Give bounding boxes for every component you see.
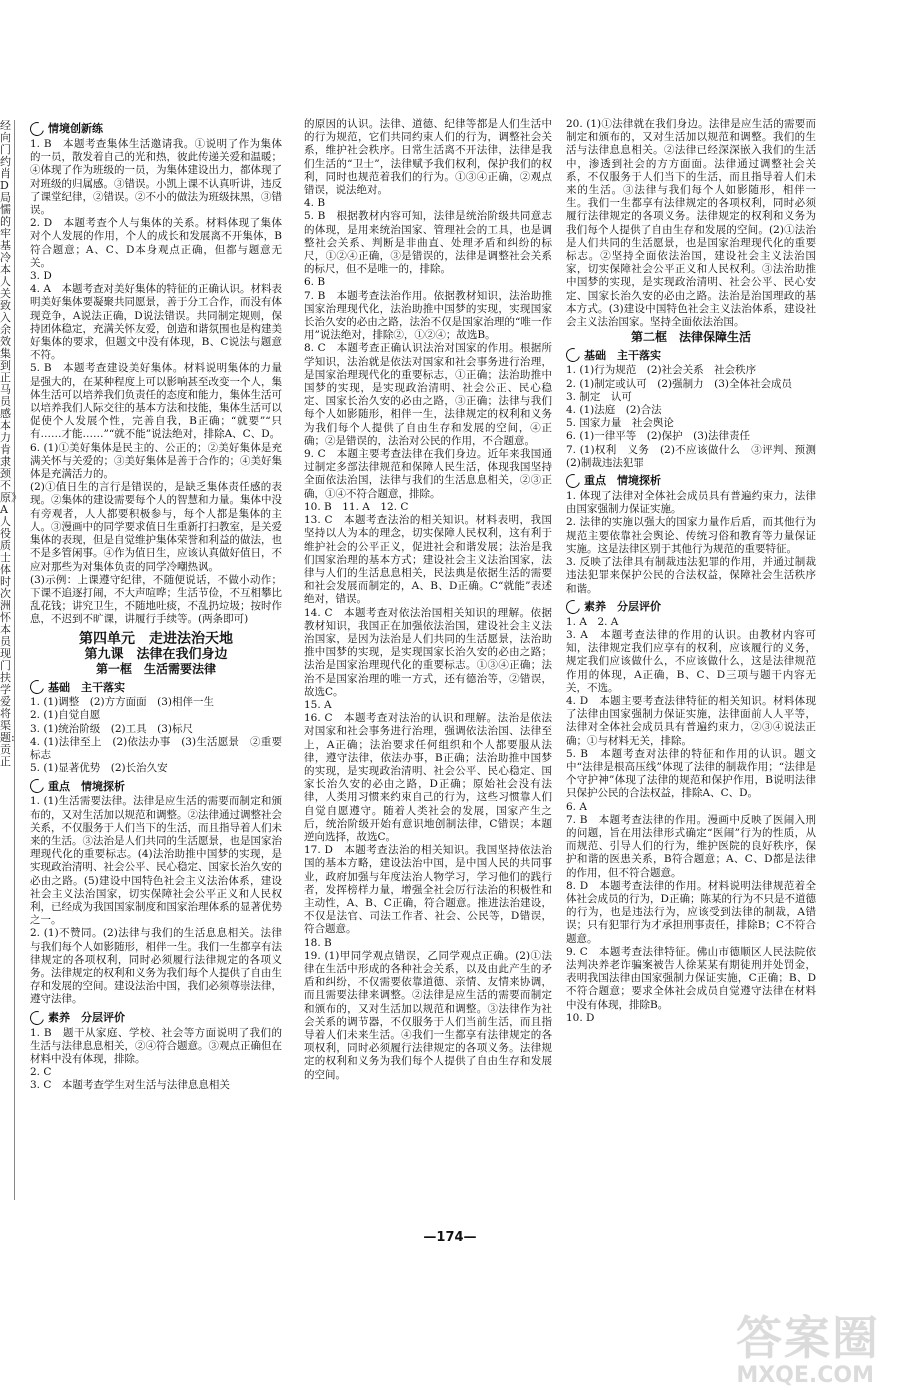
lesson-title: 第九课 法律在我们身边 bbox=[84, 646, 228, 662]
section-heading-icon bbox=[27, 1008, 46, 1027]
section-heading-text: 重点 情境探析 bbox=[584, 474, 661, 488]
section-heading-text: 素养 分层评价 bbox=[584, 600, 661, 614]
answer-paragraph: 16. C 本题考查对法治的认识和理解。法治是依法对国家和社会事务进行治理，强调依法治国、法律至上，A正确；法治要求任何组织和个人都要服从法律，遵守法律，依法办事，B正确；法治助推中国梦的实现，是实现政治清明、社会公平、民心稳定、国家长治久安的必由之路，D正确；原始社会没有法律，人类用习惯来约束自己的行为，这些习惯靠人们自觉自愿遵守。随着人类社会的发展，国家产生之后，统治阶级开始有意识地创制法律，C错误；本题逆向选择，故选C。 bbox=[304, 712, 552, 843]
answer-paragraph: 2. D 本题考查个人与集体的关系。材料体现了集体对个人发展的作用，个人的成长和发展离不开集体，B符合题意；A、C、D本身观点正确，但都与题意无关。 bbox=[30, 217, 282, 269]
answer-paragraph: (3)示例：上课遵守纪律，不随便说话，不做小动作；下课不追逐打闹，不大声喧哗；生活节俭，不互相攀比乱花钱；讲究卫生，不随地吐痰，不乱扔垃圾；按时作息，不迟到不旷课，讲履行手续等。(两条即可) bbox=[30, 573, 282, 626]
answer-paragraph: 5. B 根据教材内容可知，法律是统治阶级共同意志的体现，是用来统治国家、管理社会的工具，也是调整社会关系、判断是非曲直、处理矛盾和纠纷的标尺，①②④正确，③是错误的，法律是调整社会关系的标尺，但不是唯一的，排除。 bbox=[304, 210, 552, 276]
column-right bbox=[566, 118, 827, 1228]
section-heading-icon bbox=[563, 346, 582, 365]
column-left bbox=[30, 118, 282, 1228]
answer-paragraph: 10. D bbox=[566, 1011, 595, 1024]
answer-paragraph: 7. (1)权利 义务 (2)不应该做什么 ③评判、预测 (2)制裁违法犯罪 bbox=[566, 443, 827, 469]
answer-paragraph: 5. (1)显著优势 (2)长治久安 bbox=[30, 762, 168, 775]
section-heading bbox=[30, 1011, 282, 1025]
answer-paragraph: 4. B bbox=[304, 197, 326, 210]
answer-paragraph: 2. 法律的实施以强大的国家力量作后盾，而其他行为规范主要依靠社会舆论、传统习俗和教育等力量保证实施。这是法律区别于其他行为规范的重要特征。 bbox=[566, 516, 816, 555]
answer-paragraph: 2. (1)制定或认可 (2)强制力 (3)全体社会成员 bbox=[566, 377, 792, 390]
section-heading-text: 重点 情境探析 bbox=[48, 779, 125, 793]
section-heading bbox=[30, 680, 282, 694]
answer-paragraph: (2)①值日生的言行是错误的，是缺乏集体责任感的表现。②集体的建设需要每个人的智慧和力量。集体中没有旁观者，人人都要积极参与，每个人都是集体的主人。③漫画中的同学要求值日生重新打扫教室，是关爱集体的表现，但是自觉维护集体荣誉和利益的做法，也不是多管闲事。④作为值日生，应该认真做好值日，不应对那些为对集体负责的同学冷嘲热讽。 bbox=[30, 481, 282, 573]
answer-paragraph: 1. (1)行为规范 (2)社会关系 社会秩序 bbox=[566, 364, 757, 377]
answer-paragraph: 10. B 11. A 12. C bbox=[304, 500, 409, 513]
answer-paragraph: 4. (1)法庭 (2)合法 bbox=[566, 404, 662, 417]
answer-paragraph: 3. C 本题考查学生对生活与法律息息相关 bbox=[30, 1079, 230, 1092]
answer-paragraph: 13. C 本题考查法治的相关知识。材料表明，我国坚持以人为本的理念，切实保障人民权利，这有利于维护社会的公平正义，促进社会和谐发展；法治是我们国家治理的基本方式；建设社会主义法治国家，法律与人们的生活息息相关，民法典是依据生活的需要和社会发展而制定的，A、B、D正确。C“就能”表述绝对，错误。 bbox=[304, 514, 552, 606]
page-number: —174— bbox=[423, 1230, 477, 1245]
answer-paragraph: 6. (1)①美好集体是民主的、公正的；②美好集体是充满关怀与关爱的；③美好集体是善于合作的；④美好集体是充满活力的。 bbox=[30, 441, 282, 481]
answer-paragraph: 5. B 本题考查建设美好集体。材料说明集体的力量是强大的，在某种程度上可以影响甚至改变一个人，集体生活可以培养我们负责任的态度和能力，集体生活可以培养我们人际交往的基本方法和技能，集体生活可以促使个人发展个性，完善自我，B正确；“就要”“只有……才能……”“就不能”说法绝对，排除A、C、D。 bbox=[30, 362, 282, 441]
answer-paragraph: 14. C 本题考查对依法治国相关知识的理解。依据教材知识，我国正在加强依法治国，建设社会主义法治国家，是因为法治是人们共同的生活愿景，法治助推中国梦的实现，是实现国家长治久安的必由之路；法治是国家治理现代化的重要标志。①③④正确；法治不是国家治理的唯一方式，还有德治等，②错误，故选C。 bbox=[304, 606, 552, 698]
answer-paragraph: 17. D 本题考查法治的相关知识。我国坚持依法治国的基本方略，建设法治中国，是中国人民的共同事业，政府加强与年度法治人物学习，学习他们的践行者，发挥榜样力量，增强全社会厉行法治的积极性和主动性，A、B、C正确，符合题意。推进法治建设，不仅是法官、司法工作者、社会、公民等，D错误，符合题意。 bbox=[304, 844, 552, 936]
answer-paragraph: 1. B 题干从家庭、学校、社会等方面说明了我们的生活与法律息息相关，②④符合题意。③观点正确但在材料中没有体现，排除。 bbox=[30, 1026, 282, 1065]
answer-paragraph: 1. (1)生活需要法律。法律是应生活的需要而制定和颁布的，又对生活加以规范和调整。②法律通过调整社会关系，不仅服务于人们当下的生活，而且指导着人们未来的生活。③法治是人们共同的生活愿景，也是国家治理现代化的重要标志。(4)法治助推中国梦的实现，是实现政治清明、社会公平、民心稳定、国家长治久安的必由之路。(5)建设中国特色社会主义法治体系，建设社会主义法治国家，切实保障社会公平正义和人民权利，已经成为我国国家制度和国家治理体系的显著优势之一。 bbox=[30, 795, 282, 927]
answer-paragraph: 6. A bbox=[566, 800, 587, 813]
answer-paragraph: 的原因的认识。法律、道德、纪律等都是人们生活中的行为规范，它们共同约束人们的行为，调整社会关系，维护社会秩序。日常生活离不开法律，法律是我们生活的“卫士”，法律赋予我们权利，保护我们的权利，同时也规范着我们的行为。①③④正确，②观点错误，说法绝对。 bbox=[304, 118, 552, 197]
watermark-url: MXQE.COM bbox=[736, 1363, 874, 1388]
answer-paragraph: 5. B 本题考查对法律的特征和作用的认识。题文中“法律是根高压线”体现了法律的制裁作用；“法律是个守护神”体现了法律的规范和保护作用，B说明法律只保护公民的合法权益，排除A、C、D。 bbox=[566, 747, 816, 800]
answer-paragraph: 1. (1)调整 (2)方方面面 (3)相伴一生 bbox=[30, 696, 214, 709]
answer-paragraph: 4. A 本题考查对美好集体的特征的正确认识。材料表明美好集体要凝聚共同愿景，善于分工合作，而没有体现竞争，A说法正确，D说法错误。共同制定规则，保持团体稳定，充满关怀友爱，创造和谐氛围也是构建美好集体的要求，但题文中没有体现，B、C说法与题意不符。 bbox=[30, 283, 282, 362]
answer-paragraph: 5. 国家力量 社会舆论 bbox=[566, 417, 674, 430]
section-heading bbox=[30, 122, 282, 136]
section-heading-icon bbox=[27, 678, 46, 697]
answer-paragraph: 9. C 本题考查法律特征。佛山市德顺区人民法院依法判决养老诈骗案被告人徐某某有期徒刑并处罚金，表明我国法律由国家强制力保证实施，C正确；B、D不符合题意；要求全体社会成员自觉遵守法律在材料中没有体现，排除B。 bbox=[566, 945, 816, 1011]
watermark bbox=[650, 1258, 880, 1388]
answer-paragraph: 7. B 本题考查法治作用。依据教材知识，法治助推国家治理现代化，法治助推中国梦的实现，实现国家长治久安的必由之路，法治不仅是国家治理的“唯一作用”说法绝对，排除②，①②④；故选B。 bbox=[304, 289, 552, 342]
answer-paragraph: 3. D bbox=[30, 270, 52, 283]
answer-paragraph: 1. 体现了法律对全体社会成员具有普遍约束力，法律由国家强制力保证实施。 bbox=[566, 490, 816, 516]
answer-paragraph: 2. (1)不赞同。(2)法律与我们的生活息息相关。法律与我们每个人如影随形，相伴一生。我们一生都享有法律规定的各项权利，同时必须履行法律规定的各项义务。法律规定的权利和义务为我们每个人提供了自由生存和发展的空间。建设法治中国，我们必须尊崇法律，遵守法律。 bbox=[30, 927, 282, 1006]
section-heading bbox=[30, 779, 282, 793]
answer-paragraph: 19. (1)甲同学观点错误，乙同学观点正确。(2)①法律在生活中形成的各种社会关系，以及由此产生的矛盾和纠纷，不仅需要依靠道德、亲情、友情来协调，而且需要法律来调整。②法律是应生活的需要而制定和颁布的，又对生活加以规范和调整。③法律作为社会关系的调节器，不仅服务于人们当前生活，而且指导着人们未来生活。④我们一生都享有法律规定的各项权利，同时必须履行法律规定的各项义务。法律规定的权利和义务为我们每个人提供了自由生存和发展的空间。 bbox=[304, 949, 552, 1081]
section-heading-icon bbox=[27, 119, 46, 138]
answer-paragraph: 8. C 本题考查正确认识法治对国家的作用。根据所学知识，法治就是依法对国家和社会事务进行治理，是国家治理现代化的重要标志，①正确；法治助推中国梦的实现，是实现政治清明、社会公正、民心稳定、国家长治久安的必由之路，③正确；法律与我们每个人如影随形，相伴一生，法律规定的权利和义务为我们每个人提供了自由生存和发展的空间，④正确；②是错误的，法治对公民的作用，不合题意。 bbox=[304, 342, 552, 447]
answer-paragraph: 6. (1)一律平等 (2)保护 (3)法律责任 bbox=[566, 430, 750, 443]
section-heading-icon bbox=[563, 597, 582, 616]
answer-paragraph: 4. D 本题主要考查法律特征的相关知识。材料体现了法律由国家强制力保证实施，法律面前人人平等，法律对全体社会成员具有普遍约束力，②③④说法正确；①与材料无关，排除。 bbox=[566, 694, 816, 747]
unit-title: 第四单元 走进法治天地 bbox=[79, 630, 233, 647]
answer-paragraph: 20. (1)①法律就在我们身边。法律是应生活的需要而制定和颁布的，又对生活加以规范和调整。我们的生活与法律息息相关。②法律已经深深嵌入我们的生活中，渗透到社会的方方面面。法律通过调整社会关系，不仅服务于人们当下的生活，而且指导着人们未来的生活。③法律与我们每个人如影随形，相伴一生。我们一生都享有法律规定的各项权利，同时必须履行法律规定的各项义务。法律规定的权利和义务为我们每个人提供了自由生存和发展的空间。(2)①法治是人们共同的生活愿景，也是国家治理现代化的重要标志。②坚持全面依法治国，建设社会主义法治国家，切实保障社会公平正义和人民权利。③法治助推中国梦的实现，是实现政治清明、社会公平、民心安定、国家长治久安的必由之路。法治是治国理政的基本方式。(3)建设中国特色社会主义法治体系，建设社会主义法治国家。坚持全面依法治国。 bbox=[566, 118, 816, 329]
section-heading-icon bbox=[563, 472, 582, 491]
answer-paragraph: 3. 制定 认可 bbox=[566, 390, 632, 403]
answer-paragraph: 2. C bbox=[30, 1066, 52, 1079]
left-edge-fragment: 经向门约肖D局懦的牢基冷本人关致入余效集到正马员感本力肯隶颈不原》A人役质士体时次洲怀本员现门扶学爱将渠题:贡正 bbox=[0, 120, 15, 1200]
answer-paragraph: 9. C 本题主要考查法律在我们身边。近年来我国通过制定多部法律规范和保障人民生活，体现我国坚持全面依法治国，法律与我们的生活息息相关，②③正确，①④不符合题意，排除。 bbox=[304, 448, 552, 500]
column-middle bbox=[304, 118, 552, 1228]
section-heading bbox=[566, 348, 816, 362]
section-heading-text: 素养 分层评价 bbox=[48, 1010, 125, 1024]
subsection-title: 第一框 生活需要法律 bbox=[95, 661, 216, 676]
answer-paragraph: 15. A bbox=[304, 698, 332, 711]
answer-paragraph: 2. (1)自觉自愿 bbox=[30, 709, 101, 722]
answer-paragraph: 7. B 本题考查法律的作用。漫画中反映了医闹入刑的问题，旨在用法律形式确定“医闹”行为的性质，从而规范、引导人们的行为，维护医院的良好秩序，保护和谐的医患关系，B符合题意；A、C、D都是法律的作用，但不符合题意。 bbox=[566, 813, 816, 879]
section-heading-text: 情境创新练 bbox=[48, 122, 103, 136]
section-heading bbox=[566, 600, 816, 614]
subsection-title: 第二框 法律保障生活 bbox=[630, 330, 751, 345]
answer-paragraph: 1. A 2. A bbox=[566, 615, 619, 628]
answer-paragraph: 4. (1)法律至上 (2)依法办事 (3)生活愿景 ②重要标志 bbox=[30, 735, 282, 761]
answer-paragraph: 3. (1)统治阶级 (2)工具 (3)标尺 bbox=[30, 722, 193, 735]
answer-paragraph: 3. A 本题考查法律的作用的认识。由教材内容可知，法律规定我们应享有的权利，应该履行的义务，规定我们应该做什么，不应该做什么，这是法律规范作用的体现，A正确，B、C、D三项与题干内容无关，不选。 bbox=[566, 628, 816, 694]
answer-paragraph: 3. 反映了法律具有制裁违法犯罪的作用，并通过制裁违法犯罪来保护公民的合法权益，保障社会生活秩序和谐。 bbox=[566, 556, 816, 595]
answer-paragraph: 8. D 本题考查法律的作用。材料说明法律规范着全体社会成员的行为，D正确；陈某的行为不只是不道德的行为，也是违法行为，应该受到法律的制裁，A错误；只有犯罪行为才承担刑事责任，排除B；C不符合题意。 bbox=[566, 879, 816, 945]
section-heading-text: 基础 主干落实 bbox=[48, 680, 125, 694]
section-heading-text: 基础 主干落实 bbox=[584, 348, 661, 362]
section-heading-icon bbox=[27, 777, 46, 796]
section-heading bbox=[566, 474, 816, 488]
answer-paragraph: 6. B bbox=[304, 276, 326, 289]
answer-paragraph: 1. B 本题考查集体生活邀请我。①说明了作为集体的一员，散发着自己的光和热，彼此传递关爱和温暖；④体现了作为班级的一员，为集体建设出力，都体现了对班级的归属感。③错误。小凯上课不认真听讲，违反了课堂纪律，②错误。②不小的做法为班级抹黑，③错误。 bbox=[30, 138, 282, 217]
watermark-logo-text: 答案圈 bbox=[736, 1311, 880, 1365]
answer-paragraph: 18. B bbox=[304, 936, 332, 949]
